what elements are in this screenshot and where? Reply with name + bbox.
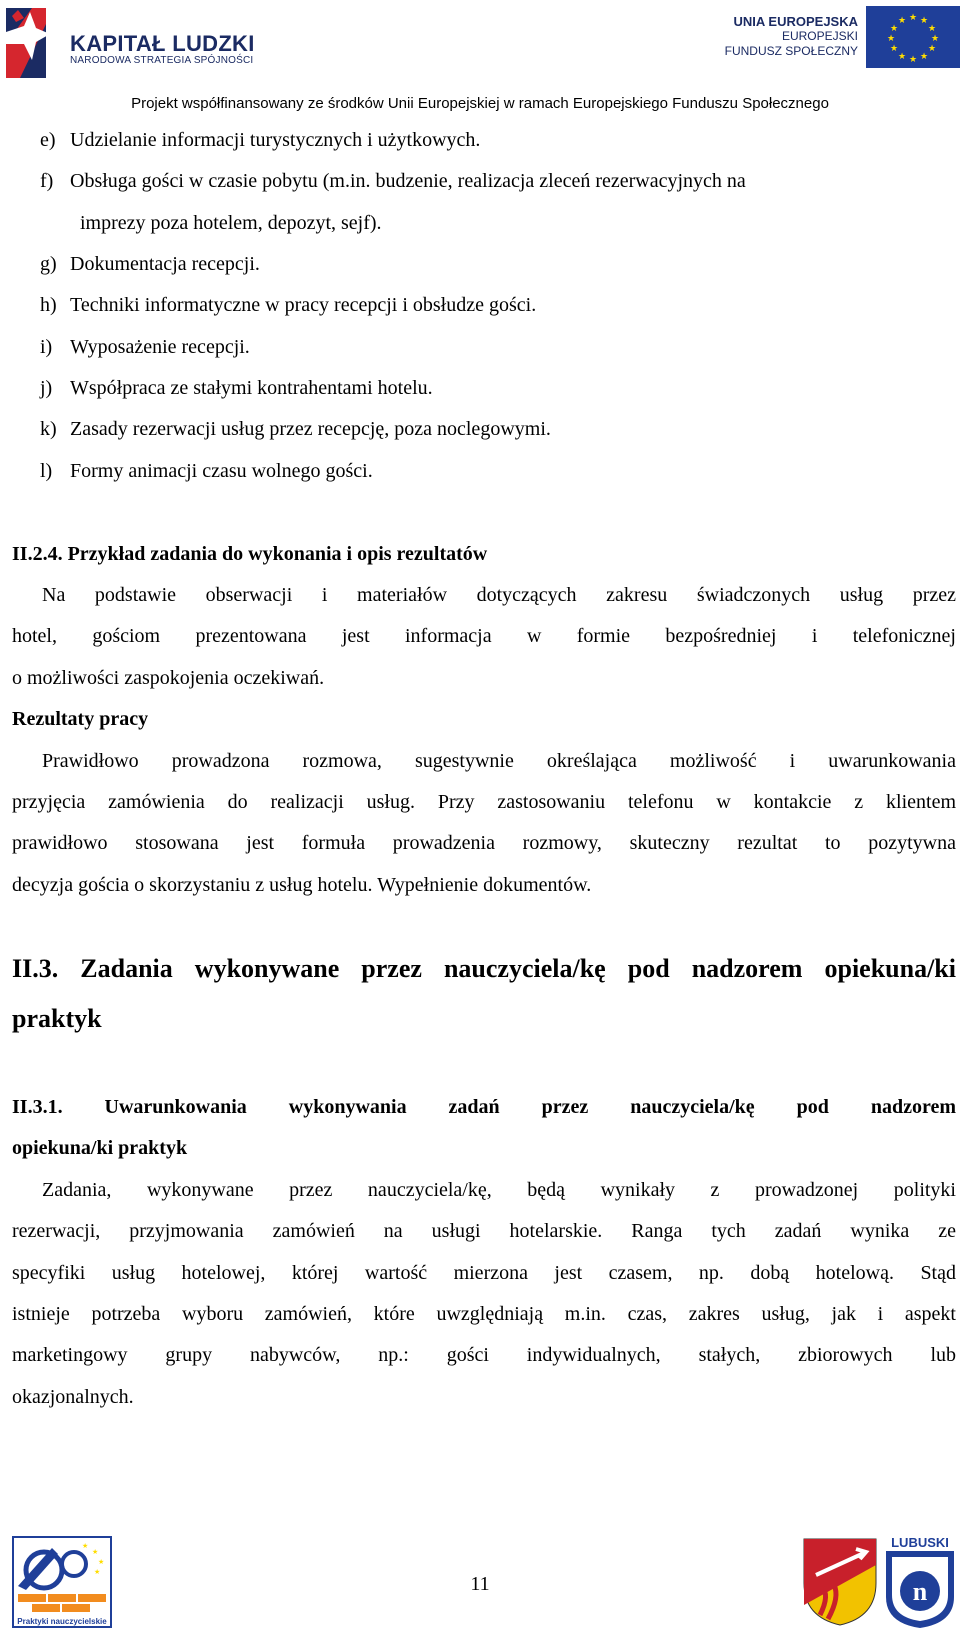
list-item <box>40 170 746 193</box>
list-item-text: Techniki informatyczne w pracy recepcji i obsłudze gości. <box>70 294 537 316</box>
paragraph-line: o możliwości zaspokojenia oczekiwań. <box>12 667 325 689</box>
svg-text:★: ★ <box>98 1558 105 1566</box>
svg-text:n: n <box>912 1577 928 1606</box>
section-heading-2-3-cont: praktyk <box>12 1004 102 1033</box>
paragraph-line: hotel, gościom prezentowana jest informacja w formie bezpośredniej i telefonicznej <box>12 625 956 647</box>
list-item-text: Formy animacji czasu wolnego gości. <box>70 460 373 482</box>
svg-text:★: ★ <box>908 55 918 65</box>
svg-text:★: ★ <box>889 44 899 54</box>
list-item-text: Zasady rezerwacji usług przez recepcję, poza noclegowymi. <box>70 418 551 440</box>
svg-text:★: ★ <box>897 16 907 26</box>
list-item <box>40 377 433 400</box>
svg-text:★: ★ <box>930 34 940 44</box>
coat-of-arms-icon <box>800 1535 880 1627</box>
section-heading-2-3-1: II.3.1. Uwarunkowania wykonywania zadań przez nauczyciela/kę pod nadzorem <box>12 1096 956 1118</box>
paragraph-line: Prawidłowo prowadzona rozmowa, sugestywnie określająca możliwość i uwarunkowania <box>42 750 956 772</box>
paragraph-line: rezerwacji, przyjmowania zamówień na usługi hotelarskie. Ranga tych zadań wynika ze <box>12 1220 956 1242</box>
list-item-letter: j) <box>40 377 53 399</box>
svg-text:★: ★ <box>92 1548 99 1556</box>
svg-text:★: ★ <box>927 44 937 54</box>
eu-line-2: EUROPEJSKI <box>781 29 858 43</box>
praktyki-caption: Praktyki nauczycielskie <box>17 1617 107 1626</box>
paragraph-line: przyjęcia zamówienia do realizacji usług. Przy zastosowaniu telefonu w kontakcie z klientem <box>12 791 956 813</box>
svg-text:★: ★ <box>897 52 907 62</box>
list-item-letter: g) <box>40 253 57 275</box>
list-item-text: Wyposażenie recepcji. <box>70 336 250 358</box>
list-item <box>40 418 551 441</box>
list-item <box>40 253 260 276</box>
lubuski-text: LUBUSKI <box>891 1535 949 1550</box>
svg-text:★: ★ <box>886 34 896 44</box>
eu-line-1: UNIA EUROPEJSKA <box>733 14 858 29</box>
svg-text:★: ★ <box>919 16 929 26</box>
paragraph-line: decyzja gościa o skorzystaniu z usług hotelu. Wypełnienie dokumentów. <box>12 874 592 896</box>
list-item-text: Udzielanie informacji turystycznych i użytkowych. <box>70 129 481 151</box>
lubuski-logo-icon <box>882 1533 958 1629</box>
section-heading-2-2-4: II.2.4. Przykład zadania do wykonania i opis rezultatów <box>12 543 488 565</box>
svg-text:★: ★ <box>927 24 937 34</box>
list-item-text: Obsługa gości w czasie pobytu (m.in. budzenie, realizacja zleceń rezerwacyjnych na <box>70 170 746 192</box>
paragraph-line: okazjonalnych. <box>12 1386 134 1408</box>
results-heading: Rezultaty pracy <box>12 708 149 730</box>
list-item-text: Współpraca ze stałymi kontrahentami hotelu. <box>70 377 433 399</box>
list-item <box>40 460 373 483</box>
section-heading-2-3-1-cont: opiekuna/ki praktyk <box>12 1137 188 1159</box>
paragraph-line: Zadania, wykonywane przez nauczyciela/kę, będą wynikały z prowadzonej polityki <box>42 1179 956 1201</box>
eu-line-3: FUNDUSZ SPOŁECZNY <box>724 44 858 58</box>
section-heading-2-3: II.3. Zadania wykonywane przez nauczyciela/kę pod nadzorem opiekuna/ki <box>12 954 956 983</box>
list-item <box>40 336 250 359</box>
list-item-letter: l) <box>40 460 53 482</box>
svg-text:★: ★ <box>82 1542 89 1550</box>
kapital-ludzki-title: KAPITAŁ LUDZKI <box>70 31 255 56</box>
paragraph-line: Na podstawie obserwacji i materiałów dotyczących zakresu świadczonych usług przez <box>42 584 956 606</box>
list-item-letter: k) <box>40 418 57 440</box>
list-item-text: Dokumentacja recepcji. <box>70 253 260 275</box>
eu-flag-icon <box>866 6 960 68</box>
paragraph-line: specyfiki usług hotelowej, której wartość mierzona jest czasem, np. dobą hotelową. Stąd <box>12 1262 956 1284</box>
list-item-letter: f) <box>40 170 54 192</box>
svg-text:★: ★ <box>94 1568 101 1576</box>
svg-text:★: ★ <box>889 24 899 34</box>
svg-text:★: ★ <box>908 13 918 23</box>
list-item-continuation: imprezy poza hotelem, depozyt, sejf). <box>80 212 382 234</box>
list-item-letter: e) <box>40 129 56 151</box>
kapital-ludzki-subtitle: NARODOWA STRATEGIA SPÓJNOŚCI <box>70 55 254 66</box>
paragraph-line: marketingowy grupy nabywców, np.: gości indywidualnych, stałych, zbiorowych lub <box>12 1344 956 1366</box>
list-item-letter: h) <box>40 294 57 316</box>
svg-text:★: ★ <box>919 52 929 62</box>
list-item <box>40 129 480 152</box>
list-item <box>40 294 536 317</box>
paragraph-line: istnieje potrzeba wyboru zamówień, które uwzględniają m.in. czas, zakres usług, jak i aspekt <box>12 1303 956 1325</box>
list-item-letter: i) <box>40 336 53 358</box>
paragraph-line: prawidłowo stosowana jest formuła prowadzenia rozmowy, skuteczny rezultat to pozytywna <box>12 832 956 854</box>
kapital-ludzki-flag-icon <box>2 4 50 82</box>
header-caption: Projekt współfinansowany ze środków Unii Europejskiej w ramach Europejskiego Funduszu Społecznego <box>131 95 829 112</box>
page-number: 11 <box>470 1573 490 1595</box>
eu-logo-text <box>725 14 858 59</box>
